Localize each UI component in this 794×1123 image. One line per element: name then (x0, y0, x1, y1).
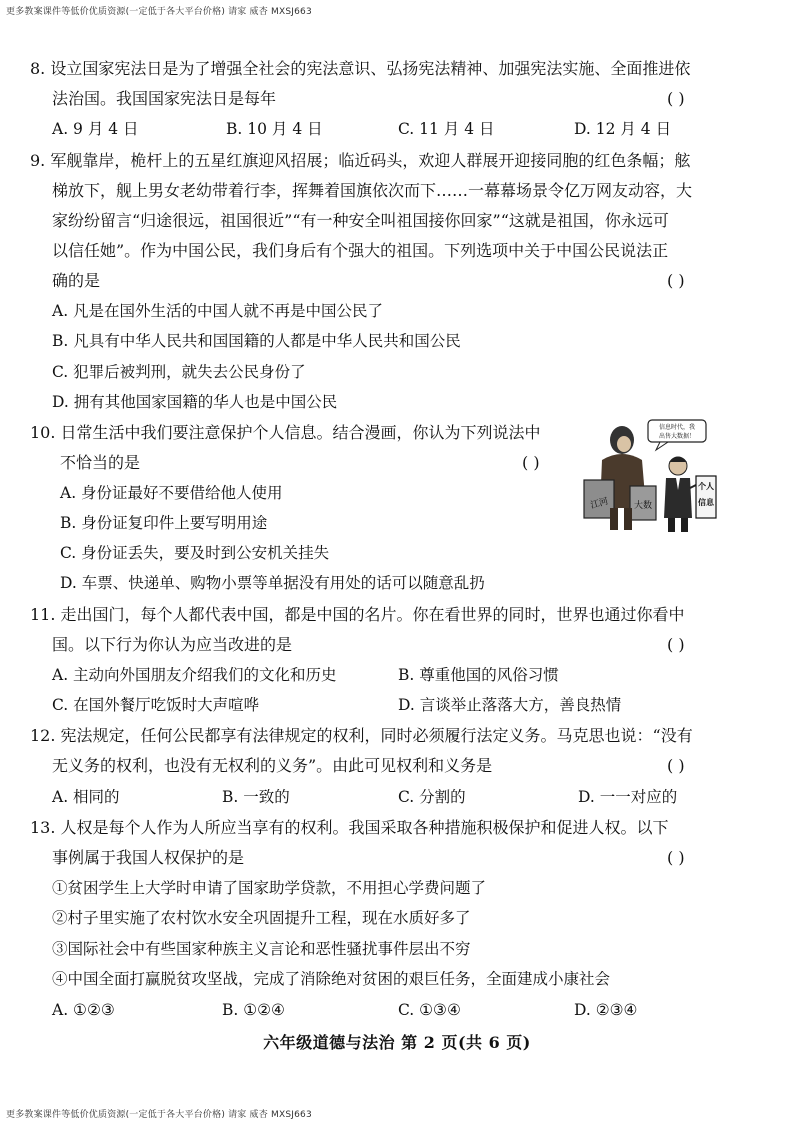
cartoon-bubble-line1: 信息时代，我 (658, 424, 696, 431)
q13-option-b[interactable]: B. ①②④ (222, 1001, 285, 1019)
q13-option-a[interactable]: A. ①②③ (52, 1001, 115, 1019)
q13-item-4: ④中国全面打赢脱贫攻坚战，完成了消除绝对贫困的艰巨任务，全面建成小康社会 (52, 970, 611, 988)
q12-answer-paren[interactable]: ( ) (667, 756, 685, 775)
q10-option-c[interactable]: C. 身份证丢失，要及时到公安机关挂失 (60, 544, 330, 562)
q8-option-c[interactable]: C. 11 月 4 日 (398, 120, 495, 138)
cartoon-seller-figure (584, 426, 656, 530)
cartoon-sign-text-1: 个人 (698, 482, 714, 491)
header-note: 更多教案课件等低价优质资源(一定低于各大平台价格) 请家 威杏 MXSJ663 (6, 7, 312, 17)
q13-option-c[interactable]: C. ①③④ (398, 1001, 461, 1019)
q13-line1: 13. 人权是每个人作为人所应当享有的权利。我国采取各种措施积极保护和促进人权。以下 (30, 818, 669, 837)
q11-option-c[interactable]: C. 在国外餐厅吃饭时大声喧哗 (52, 696, 260, 714)
q10-line2: 不恰当的是 (60, 453, 141, 472)
q10-option-a[interactable]: A. 身份证最好不要借给他人使用 (60, 484, 283, 502)
q12-option-a[interactable]: A. 相同的 (52, 788, 120, 806)
q9-line3: 家纷纷留言“归途很远，祖国很近”“有一种安全叫祖国接你回家”“这就是祖国，你永远可 (52, 211, 669, 230)
q9-line5: 确的是 (52, 271, 101, 290)
q12-line2: 无义务的权利，也没有无权利的义务”。由此可见权利和义务是 (52, 756, 493, 775)
q10-line1: 10. 日常生活中我们要注意保护个人信息。结合漫画，你认为下列说法中 (30, 423, 541, 442)
q8-option-d[interactable]: D. 12 月 4 日 (574, 120, 672, 138)
q13-answer-paren[interactable]: ( ) (667, 848, 685, 867)
q9-option-d[interactable]: D. 拥有其他国家国籍的华人也是中国公民 (52, 393, 338, 411)
q11-option-a[interactable]: A. 主动向外国朋友介绍我们的文化和历史 (52, 666, 337, 684)
page-footer: 六年级道德与法治 第 2 页(共 6 页) (263, 1033, 531, 1052)
q12-option-d[interactable]: D. 一一对应的 (578, 788, 678, 806)
q9-option-b[interactable]: B. 凡具有中华人民共和国国籍的人都是中华人民共和国公民 (52, 332, 461, 350)
q11-line2: 国。以下行为你认为应当改进的是 (52, 635, 293, 654)
q8-answer-paren[interactable]: ( ) (667, 89, 685, 108)
q8-line2: 法治国。我国国家宪法日是每年 (52, 89, 277, 108)
q8-option-a[interactable]: A. 9 月 4 日 (52, 120, 139, 138)
q10-option-b[interactable]: B. 身份证复印件上要写明用途 (60, 514, 268, 532)
q9-line2: 梯放下，舰上男女老幼带着行李，挥舞着国旗依次而下……一幕幕场景令亿万网友动容，大 (52, 181, 693, 200)
q9-option-a[interactable]: A. 凡是在国外生活的中国人就不再是中国公民了 (52, 302, 384, 320)
cartoon-bag-label-1: 江河 (589, 496, 610, 512)
q13-item-1: ①贫困学生上大学时申请了国家助学贷款，不用担心学费问题了 (52, 879, 487, 897)
cartoon-bubble-line2: 出售大数据！ (658, 433, 696, 440)
personal-info-cartoon (580, 418, 720, 536)
q11-option-d[interactable]: D. 言谈举止落落大方，善良热情 (398, 696, 622, 714)
q12-option-b[interactable]: B. 一致的 (222, 788, 290, 806)
q12-line1: 12. 宪法规定，任何公民都享有法律规定的权利，同时必须履行法定义务。马克思也说：“没有 (30, 726, 693, 745)
q10-option-d[interactable]: D. 车票、快递单、购物小票等单据没有用处的话可以随意乱扔 (60, 574, 485, 592)
q13-line2: 事例属于我国人权保护的是 (52, 848, 245, 867)
cartoon-sign-text-2: 信息 (698, 498, 714, 507)
q11-option-b[interactable]: B. 尊重他国的风俗习惯 (398, 666, 559, 684)
q13-item-2: ②村子里实施了农村饮水安全巩固提升工程，现在水质好多了 (52, 909, 471, 927)
q9-line4: 以信任她”。作为中国公民，我们身后有个强大的祖国。下列选项中关于中国公民说法正 (52, 241, 669, 260)
q9-option-c[interactable]: C. 犯罪后被判刑，就失去公民身份了 (52, 363, 306, 381)
q13-item-3: ③国际社会中有些国家种族主义言论和恶性骚扰事件层出不穷 (52, 940, 471, 958)
cartoon-sign-board (696, 476, 716, 518)
q9-answer-paren[interactable]: ( ) (667, 271, 685, 290)
q10-answer-paren[interactable]: ( ) (522, 453, 540, 472)
cartoon-bag-label-2: 大数 (633, 501, 653, 511)
cartoon-buyer-figure (664, 457, 698, 532)
q8-option-b[interactable]: B. 10 月 4 日 (226, 120, 323, 138)
q9-line1: 9. 军舰靠岸，桅杆上的五星红旗迎风招展；临近码头，欢迎人群展开迎接同胞的红色条幅；舷 (30, 151, 691, 170)
q8-line1: 8. 设立国家宪法日是为了增强全社会的宪法意识、弘扬宪法精神、加强宪法实施、全面推进依 (30, 59, 691, 78)
q11-line1: 11. 走出国门，每个人都代表中国，都是中国的名片。你在看世界的同时，世界也通过你看中 (30, 605, 685, 624)
footer-note: 更多教案课件等低价优质资源(一定低于各大平台价格) 请家 威杏 MXSJ663 (6, 1110, 312, 1120)
q12-option-c[interactable]: C. 分割的 (398, 788, 466, 806)
cartoon-speech-bubble (648, 420, 706, 450)
q11-answer-paren[interactable]: ( ) (667, 635, 685, 654)
q13-option-d[interactable]: D. ②③④ (574, 1001, 638, 1019)
